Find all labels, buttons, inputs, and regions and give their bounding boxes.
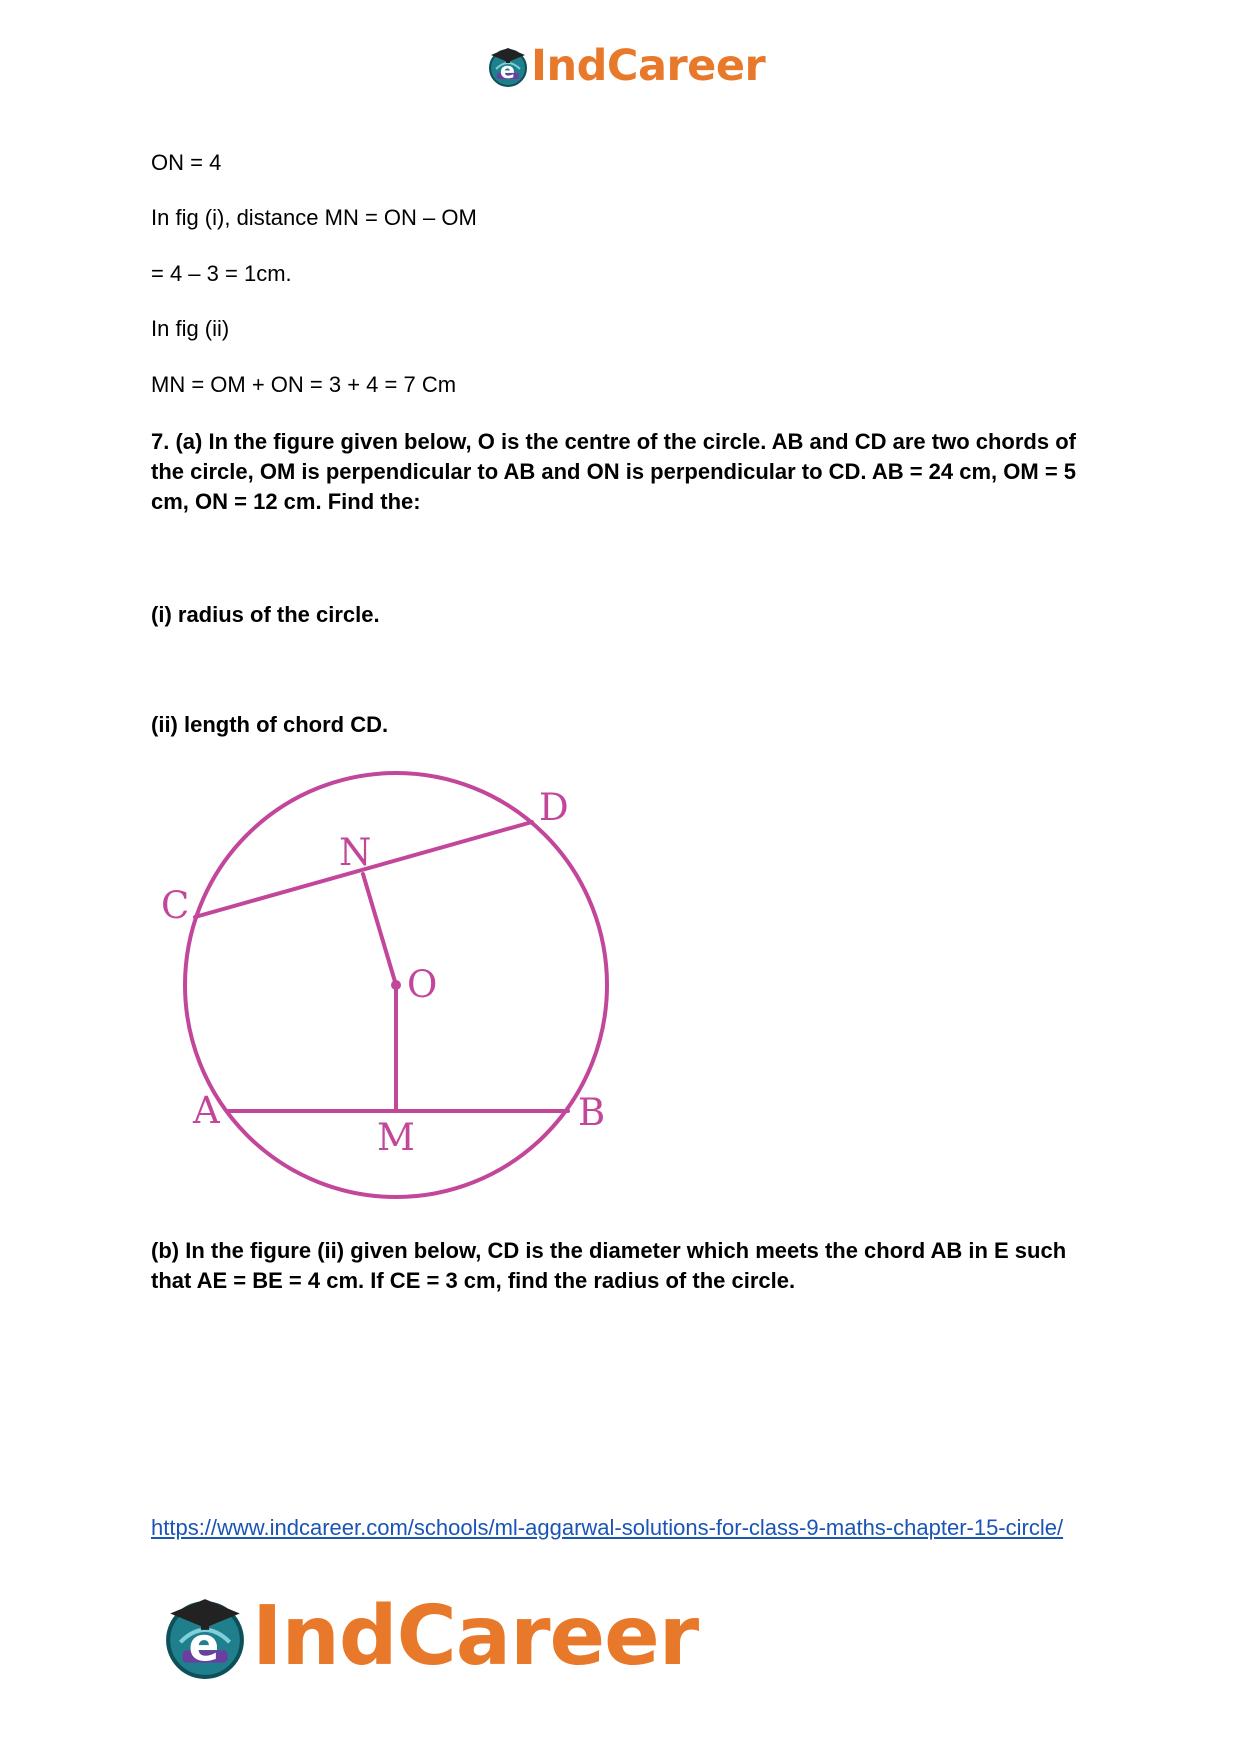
question-7a: 7. (a) In the figure given below, O is the centre of the circle. AB and CD are two chords of the circle, OM is perpendicular to AB and ON is perpendicular to CD. AB = 24 cm, OM = 5 cm, ON = 12 cm. Find the: bbox=[151, 429, 1077, 514]
question-part-i: (i) radius of the circle. bbox=[151, 602, 380, 627]
svg-text:e: e bbox=[188, 1618, 220, 1672]
label-b: B bbox=[578, 1091, 606, 1134]
graduation-globe-icon bbox=[162, 1593, 248, 1679]
text-line-2: In fig (i), distance MN = ON – OM bbox=[151, 205, 477, 230]
label-n: N bbox=[339, 831, 372, 874]
label-a: A bbox=[193, 1089, 220, 1132]
footer-logo bbox=[162, 1588, 698, 1684]
text-line-3: = 4 – 3 = 1cm. bbox=[151, 261, 292, 286]
question-7b: (b) In the figure (ii) given below, CD is the diameter which meets the chord AB in E such that AE = BE = 4 cm. If CE = 3 cm, find the radius of the circle. bbox=[151, 1238, 1067, 1293]
label-c: C bbox=[161, 884, 190, 927]
logo-text: IndCareer bbox=[531, 41, 766, 91]
text-line-5: MN = OM + ON = 3 + 4 = 7 Cm bbox=[151, 372, 457, 397]
text-line-4: In fig (ii) bbox=[151, 316, 230, 341]
source-link[interactable]: https://www.indcareer.com/schools/ml-aggarwal-solutions-for-class-9-maths-chapter-15-circle/ bbox=[151, 1515, 1064, 1540]
graduation-globe-icon bbox=[487, 45, 529, 87]
logo-text-footer: IndCareer bbox=[252, 1588, 699, 1684]
header-logo bbox=[487, 40, 765, 92]
segment-on bbox=[363, 874, 396, 985]
label-m: M bbox=[377, 1116, 415, 1159]
circle-chords-figure bbox=[145, 765, 620, 1210]
label-d: D bbox=[539, 786, 569, 829]
svg-text:e: e bbox=[500, 59, 515, 84]
centre-point bbox=[391, 980, 401, 990]
question-part-ii: (ii) length of chord CD. bbox=[151, 712, 389, 737]
label-o: O bbox=[407, 963, 438, 1006]
text-line-1: ON = 4 bbox=[151, 150, 222, 175]
